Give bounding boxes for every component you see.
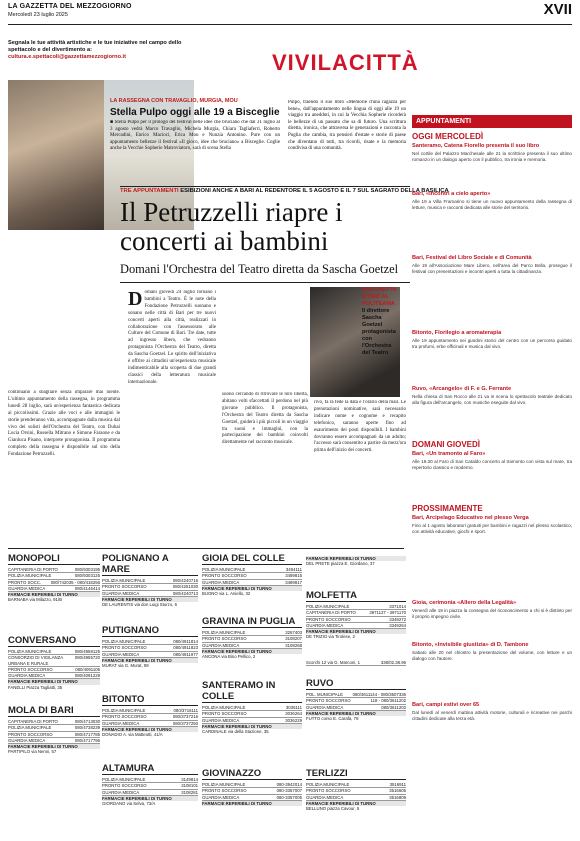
contact-label: POLIZIA MUNICIPALE xyxy=(102,639,146,644)
contact-label: PRONTO SOCCORSO xyxy=(102,714,147,720)
contact-phone: 118 - 080/3611202 xyxy=(370,698,406,704)
caption-line: con xyxy=(362,336,372,342)
duty-pharmacy: MURAT via G. Murat, 99 xyxy=(102,663,149,668)
event-body: Alle 19 a Villa Framarino si tiene un nuovo appuntamento della rassegna di letture, musica e racconti dedicata alle storie del territorio. xyxy=(412,199,572,210)
box-text-col1: ■ Stella Pulpo per il prologo del festival delle idee che bruciano che dal 31 luglio al 3 agosto vedrà Marco Travaglio, Michela Murgia, Chiara Tagliaferri, Roberto Mercadini, Enrico Macioci, Erica Mou e Nunzia Antonino. Pure con un appuntamento bellezze il festival «Il gioco, idee che bruciano» a Bisceglie. Coglie anche la Vecchie Sopherie Matroviatoro, sarà di scena Stella xyxy=(110,120,280,152)
event-body: Fino al 1 agosto laboratori gratuiti per bambini e ragazzi nel plesso scolastico, con attività educative, giochi e sport. xyxy=(412,523,572,534)
event-title: Gioia, cerimonia «Allero della Legalità» xyxy=(412,600,517,606)
contact-label: GUARDIA MEDICA xyxy=(8,585,46,591)
article-col-1: continuano a sbagliare senza imparare mai niente. L'ultimo appuntamento della rassegna, in programma lunedì 28 luglio, sarà un'esperienza fantastica dedicata ai piccolissimi. Grazie alle voci e alle immagini le storie prenderanno vita, accompagnate dalla musica dal vivo dei solisti dell'Orchestra del Teatro, con Dubai Lucia Orsini, Rossella Mitrano e Simone Faraone e da Gianluca Pisano, interprete protagonista. Il programma completo della rassegna è disponibile sul sito della Fondazione Petruzzelli. xyxy=(8,390,120,458)
drop-cap: D xyxy=(128,290,143,310)
duty-pharmacy: BUONO via L. Aniello, 32 xyxy=(202,591,251,596)
contact-phone: 3108281 xyxy=(181,789,198,795)
duty-pharmacy: ANCONA via Bino Pellico, 2 xyxy=(202,654,256,659)
contact-phone: 080/9303125 xyxy=(74,573,100,579)
contact-phone: 080/4240716 xyxy=(172,578,198,583)
event-title: Bari, campi estivi over 65 xyxy=(412,702,480,708)
city-name: BITONTO xyxy=(102,694,198,706)
event-title: Bari, Festival del Libro Sociale e di Comunità xyxy=(412,255,532,261)
pharmacy-block xyxy=(102,763,198,806)
event-body: Alle 19.30 al Faro di San Cataldo concerto al tramonto con vista sul mare, tra repertorio classico e moderno. xyxy=(412,459,572,470)
contact-label: CAPITANERIA DI PORTO xyxy=(306,610,356,616)
contact-label: CAPITANERIA DI PORTO xyxy=(8,567,58,572)
contact-phone: 3349272 xyxy=(389,616,406,622)
contact-label: PRONTO SOCCORSO xyxy=(306,616,351,622)
pharmacy-block xyxy=(202,616,302,659)
duty-heading: FARMACIE REPERIBILI DI TURNO xyxy=(306,629,406,634)
page-header xyxy=(0,0,580,24)
article-col-2 xyxy=(128,290,216,540)
contact-row xyxy=(306,660,406,666)
duty-heading: FARMACIE REPERIBILI DI TURNO xyxy=(102,796,198,801)
pharmacy-block xyxy=(306,678,406,721)
duty-pharmacy: FUTTO corso E. Carafa, 78 xyxy=(306,716,359,721)
contact-label: POLIZIA MUNICIPALE xyxy=(202,567,246,572)
listings-rule xyxy=(8,548,404,549)
city-name: POLIGNANO A MARE xyxy=(102,553,198,576)
contact-phone: 080/4911814 xyxy=(173,639,198,644)
caption-line: Sascha xyxy=(362,315,382,321)
contact-phone: 080/4240713 xyxy=(172,590,198,596)
contact-phone: 080/4717796 xyxy=(74,737,100,743)
contact-phone: 3516605 xyxy=(389,788,406,794)
event-title: Bari, «Un tramonto al Faro» xyxy=(412,451,486,457)
city-name: GIOIA DEL COLLE xyxy=(202,553,302,565)
contact-label: PRONTO SOCCORSO xyxy=(102,783,147,789)
event-body: Sabato alle 20 nel chiostro la presentazione del volume, con letture e un dialogo con l'autore. xyxy=(412,650,572,661)
contact-phone: 080/4911977 xyxy=(173,651,198,657)
duty-pharmacy: DONADIO A. via Matteotti, 41/A xyxy=(102,732,163,737)
contact-phone: 080/4091229 xyxy=(74,673,100,678)
event-body: Venerdì alle 19 in piazza la consegna del riconoscimento a chi si è distinto per il proprio impegno civile. xyxy=(412,608,572,619)
heading-today: OGGI MERCOLEDÌ xyxy=(412,132,484,141)
contact-label: PRONTO SOCCORSO xyxy=(102,584,147,590)
contact-label: PRONTO SOCC. xyxy=(8,579,42,585)
city-name: MOLFETTA xyxy=(306,590,406,602)
event-title: Bari, Arcipelago Educativo nel plesso Verga xyxy=(412,515,529,521)
caption-line: BACCHETTA xyxy=(362,287,397,293)
contact-phone: 080/3737216 xyxy=(172,714,198,720)
issue-date: Mercoledì 23 luglio 2025 xyxy=(8,12,68,18)
publication-name: LA GAZZETTA DEL MEZZOGIORNO xyxy=(8,3,132,10)
contact-phone: 080/4251030 xyxy=(172,584,198,590)
contact-phone: 3267403 xyxy=(285,630,302,635)
contact-phone: 3489817 xyxy=(285,579,302,585)
contact-phone: 080/4955720 xyxy=(74,655,100,661)
contact-phone: 080/4738239 xyxy=(74,725,100,731)
contact-label: POL. MUNICIPALE xyxy=(306,692,343,697)
pharmacy-block xyxy=(102,625,198,668)
promo-email-link[interactable]: cultura.e.spettacoli@gazzettamezzogiorno.it xyxy=(8,54,126,61)
contact-label: GUARDIA MEDICA xyxy=(102,789,140,795)
city-name: RUVO xyxy=(306,678,406,690)
contact-phone: 3036264 xyxy=(285,711,302,717)
contact-phone: 3489815 xyxy=(285,573,302,579)
contact-phone: 3108207 xyxy=(285,636,302,642)
contact-phone: 080-3357007 xyxy=(276,788,302,794)
contact-phone: 080/742035 - 080/418256 xyxy=(50,579,100,585)
contact-label: Scorchi 12 via G. Marconi, 1 xyxy=(306,660,360,665)
caption-line: protagonista xyxy=(362,329,396,335)
contact-label: GUARDIA MEDICA xyxy=(8,737,46,743)
contact-phone: 3971127 - 3971170 xyxy=(369,610,406,616)
contact-label: GUARDIA MEDICA xyxy=(8,673,46,678)
contact-label: POLIZIA MUNICIPALE xyxy=(8,649,52,654)
contact-label: GUARDIA MEDICA xyxy=(202,717,240,723)
heading-tomorrow: DOMANI GIOVEDÌ xyxy=(412,440,481,449)
contact-label: GUARDIA MEDICA xyxy=(306,622,344,628)
box-title: Stella Pulpo oggi alle 19 a Bisceglie xyxy=(110,107,280,118)
contact-label: PRONTO SOCCORSO xyxy=(202,788,247,794)
duty-heading: FARMACIE REPERIBILI DI TURNO xyxy=(102,727,198,732)
contact-label: GUARDIA MEDICA xyxy=(306,794,344,800)
duty-pharmacy: BARNABA via Milazzo, 91/B xyxy=(8,597,62,603)
contact-label: PRONTO SOCCORSO xyxy=(102,645,147,651)
contact-phone: 3036229 xyxy=(285,717,302,723)
duty-pharmacy: GIORDANO via Selva, 73/A xyxy=(102,801,156,806)
pharmacy-block xyxy=(202,553,302,596)
promo-box xyxy=(8,40,208,62)
event-title: Ruvo, «Arcangelo» di F. e G. Ferrante xyxy=(412,386,512,392)
contact-label: PRONTO SOCCORSO xyxy=(202,573,247,579)
contact-phone: 3108268 xyxy=(285,642,302,648)
duty-heading: FARMACIE REPERIBILI DI TURNO xyxy=(202,586,302,591)
contact-phone: 080/4958125 xyxy=(74,649,100,654)
contact-label: GUARDIA MEDICA xyxy=(306,704,344,710)
contact-label: CAPITANERIA DI PORTO xyxy=(8,719,58,724)
heading-soon: PROSSIMAMENTE xyxy=(412,504,483,513)
duty-pharmacy: DEL PRETE piazza E. Giordano, 37 xyxy=(306,561,375,567)
pharmacy-block xyxy=(102,553,198,607)
contact-phone: 080/3611144 - 080/3507336 xyxy=(352,692,406,697)
city-name: PUTIGNANO xyxy=(102,625,198,637)
duty-heading: FARMACIE REPERIBILI DI TURNO xyxy=(202,649,302,654)
section-logo: VIVILACITTÀ xyxy=(272,50,419,75)
contact-label: CONSORZIO DI VIGILANZA URBANA E RURALE xyxy=(8,655,63,666)
event-title: Santeramo, Catena Fiorello presenta il suo libro xyxy=(412,143,540,149)
kicker-tag: TRE APPUNTAMENTI xyxy=(120,188,179,194)
pharmacy-block xyxy=(8,635,100,690)
contact-label: POLIZIA MUNICIPALE xyxy=(202,705,246,710)
contact-label: GUARDIA MEDICA xyxy=(202,642,240,648)
contact-phone: 3494111 xyxy=(285,567,302,572)
article-subhead: Domani l'Orchestra del Teatro diretta da Sascha Goetzel xyxy=(120,262,399,276)
contact-row xyxy=(8,655,100,667)
contact-label: POLIZIA MUNICIPALE xyxy=(306,604,350,609)
contact-phone: 080/4911823 xyxy=(173,645,198,651)
contact-label: POLIZIA MUNICIPALE xyxy=(202,782,246,787)
contact-label: POLIZIA MUNICIPALE xyxy=(102,708,146,713)
header-rule xyxy=(8,24,572,25)
contact-label: PRONTO SOCCORSO xyxy=(202,711,247,717)
duty-heading: FARMACIE REPERIBILI DI TURNO xyxy=(202,724,302,729)
contact-label: POLIZIA MUNICIPALE xyxy=(102,578,146,583)
event-body: Dal lunedì al venerdì mattina attività motorie, culturali e ricreative nei parchi cittadini dedicate alla terza età. xyxy=(412,710,572,721)
contact-label: PRONTO SOCCORSO xyxy=(306,788,351,794)
box-kicker: LA RASSEGNA CON TRAVAGLIO, MURGIA, MOU xyxy=(110,98,238,104)
contact-label: GUARDIA MEDICA xyxy=(102,590,140,596)
duty-pharmacy: PARTIPILO via Nenni, 57 xyxy=(8,749,57,755)
contact-phone: 3349264 xyxy=(389,622,406,628)
photo-caption xyxy=(362,287,396,357)
caption-line: Il direttore xyxy=(362,308,390,314)
contact-label: POLIZIA MUNICIPALE xyxy=(8,573,52,579)
contact-phone: 3149814 xyxy=(181,777,198,782)
duty-heading: FARMACIE REPERIBILI DI TURNO xyxy=(102,597,198,602)
caption-line: Goetzel xyxy=(362,322,383,328)
city-name: GRAVINA IN PUGLIA xyxy=(202,616,302,628)
contact-phone: 080/4146414 xyxy=(74,585,100,591)
contact-label: GUARDIA MEDICA xyxy=(102,651,140,657)
contact-phone: 080-3357005 xyxy=(276,794,302,800)
article-col-3: suono cercando di ritrovare le loro libertà, abitano volti sfaccettati il perdono nel più giovane pubblico. Il protagonista, l'Orchestra del Teatro diretta da Sascha Goetzel, guiderà i più piccoli in un viaggio tra suoni e immagini, con la partecipazione dei bambini coinvolti direttamente nel racconto musicale. xyxy=(222,392,308,446)
event-body: Nella chiesa di San Rocco alle 21 va in scena lo spettacolo teatrale dedicato alla figura dell'arcangelo, con musiche eseguite dal vivo. xyxy=(412,394,572,405)
contact-phone: 080/3611202 xyxy=(381,704,406,710)
kicker-text: ESIBIZIONI ANCHE A BARI AL REDENTORE IL 5 AGOSTO E IL 7 SUL SAGRATO DELLA BASILICA xyxy=(180,188,449,194)
duty-heading: FARMACIE REPERIBILI DI TURNO xyxy=(202,801,302,806)
event-body: Alle 19 all'Associazione Mare Libero, nell'area del Parco Bella, prosegue il festival con presentazioni e incontri aperti a tutta la cittadinanza. xyxy=(412,263,572,274)
duty-heading: FARMACIE REPERIBILI DI TURNO xyxy=(8,592,100,597)
pharmacy-block xyxy=(306,590,406,640)
contact-label: PRONTO SOCCORSO xyxy=(8,666,53,672)
box-text-col2: Pulpo, traendo il suo libro «Memorie d'una ragazza per bene», dall'appuntamento nelle lingua di oggi alle 19 un viaggio tra aneddoti, in cui la Vecchia Sopherie ricorderà le bellezze di un passato che sa di futuro. Una scrittura diretta, ironica, che attraversa le generazioni e racconta la Puglia che cambia, tra pensieri d'estate e storie di paese che diventano di tutti, tra ricordi, risate e la memoria condivisa di una comunità. xyxy=(288,100,406,152)
contact-phone: 3371014 xyxy=(389,604,406,609)
article-col-2-text: omani giovedì 24 luglio tornano i bambini a Teatro. È le note della Fondazione Petruzzelli suonano e sonano nelle città di Bari per tre nuovi concerti aperti alla città, realizzati in collaborazione con l'assessorato alle Culture del Comune di Bari. Tre date, tutte ad ingresso libero, che vedranno protagonista l'Orchestra del Teatro, diretta da Sascha Goetzel. Lo spirito dell'iniziativa è offrire ai cittadini un'esperienza musicale indimenticabile alla scoperta di due grandi classici della letteratura musicale internazionale. xyxy=(128,290,216,385)
city-name: GIOVINAZZO xyxy=(202,768,302,780)
city-name: MONOPOLI xyxy=(8,553,100,565)
contact-phone: 080/4091106 xyxy=(75,666,100,672)
contact-label: POLIZIA MUNICIPALE xyxy=(306,782,350,787)
city-name: ALTAMURA xyxy=(102,763,198,775)
contact-label: PRONTO SOCCORSO xyxy=(202,636,247,642)
contact-label: GUARDIA MEDICA xyxy=(202,579,240,585)
city-name: SANTERAMO IN COLLE xyxy=(202,680,302,703)
contact-label: PRONTO SOCCORSO xyxy=(306,698,351,704)
article-headline: Il Petruzzelli riapre i concerti ai bambini xyxy=(120,197,343,256)
contact-label: POLIZIA MUNICIPALE xyxy=(202,630,246,635)
extra-pharmacy-block xyxy=(306,556,406,567)
contact-phone: 338/02.38.96 xyxy=(380,660,406,665)
promo-text: Segnala le tue attività artistiche e le tue iniziative nel campo dello spettacolo e del divertimento a: xyxy=(8,40,182,54)
event-title: Bitonto, «Invisibile giustizia» di D. Tambone xyxy=(412,642,529,648)
contact-phone: 080-3942014 xyxy=(276,782,302,787)
caption-line: POLITEAMA xyxy=(362,301,395,307)
duty-heading: FARMACIE REPERIBILI DI TURNO xyxy=(8,679,100,684)
city-name: MOLA DI BARI xyxy=(8,705,100,717)
event-body: Nel cortile del Palazzo Marchesale alle 21 la scrittrice presenta il suo ultimo romanzo in un dialogo aperto con il pubblico, tra ironia e memoria. xyxy=(412,151,572,162)
subhead-rule xyxy=(120,282,410,283)
duty-pharmacy: FANELLI Piazza Tagliatti, 35 xyxy=(8,684,63,690)
pharmacy-block xyxy=(8,705,100,755)
duty-pharmacy: CARDINALE via della Stazione, 35 xyxy=(202,729,269,734)
contact-phone: 080/3737250 xyxy=(172,720,198,726)
duty-heading: FARMACIE REPERIBILI DI TURNO xyxy=(306,556,406,561)
duty-heading: FARMACIE REPERIBILI DI TURNO xyxy=(102,658,198,663)
duty-pharmacy: DE LAURENTIS via don Luigi Sturzo, 6 xyxy=(102,602,177,607)
contact-label: GUARDIA MEDICA xyxy=(102,720,140,726)
pharmacy-block xyxy=(306,768,406,811)
contact-label: POLIZIA MUNICIPALE xyxy=(102,777,146,782)
duty-pharmacy: DE TRIZIO via Tirolese, 2 xyxy=(306,634,355,640)
pharmacy-block xyxy=(202,768,302,806)
stella-pulpo-photo xyxy=(8,80,104,230)
pharmacy-block xyxy=(202,680,302,734)
duty-pharmacy: BELLUNO piazza Cavour, 5 xyxy=(306,806,360,811)
caption-line: del Teatro xyxy=(362,350,389,356)
contact-phone: 3516911 xyxy=(389,782,406,787)
contact-phone: 3516809 xyxy=(389,794,406,800)
contact-phone: 080/4717785 xyxy=(74,731,100,737)
contact-phone: 080/9303195 xyxy=(74,567,100,572)
contact-phone: 080/3716111 xyxy=(173,708,198,713)
event-title: Bitonto, Florilegio a aromaterapia xyxy=(412,330,502,336)
contact-phone: 3108101 xyxy=(181,783,198,789)
caption-line: l'Orchestra xyxy=(362,343,392,349)
caption-line: D'ORO AL xyxy=(362,294,389,300)
page-number: XVII xyxy=(543,1,572,18)
contact-label: PRONTO SOCCORSO xyxy=(8,731,53,737)
contact-phone: 3036111 xyxy=(285,705,302,710)
duty-heading: FARMACIE REPERIBILI DI TURNO xyxy=(306,801,406,806)
contact-label: GUARDIA MEDICA xyxy=(202,794,240,800)
article-kicker xyxy=(120,188,449,194)
pharmacy-block xyxy=(102,694,198,737)
kicker-rule xyxy=(120,186,410,187)
duty-heading: FARMACIE REPERIBILI DI TURNO xyxy=(8,744,100,749)
ruvo-extra-row xyxy=(306,660,406,666)
contact-label: POLIZIA MUNICIPALE xyxy=(8,725,52,731)
article-col-4: rivo, fa rà fede la data e l'orario della mail. Le prenotazioni nominative, sarà necessario indicare nome e cognome e recapito telefonico, saranno aperte fino ad esaurimento dei posti disponibili. I bambini dovranno essere accompagnati da un adulto; l'accesso sarà consentito a partire da mezz'ora prima dell'inizio dei concerti. xyxy=(314,400,406,454)
appuntamenti-bar: APPUNTAMENTI xyxy=(412,115,572,128)
contact-phone: 080/4713030 xyxy=(74,719,100,724)
city-name: TERLIZZI xyxy=(306,768,406,780)
event-title: Bari, «Incontri a cielo aperto» xyxy=(412,191,491,197)
event-body: Alle 19 appuntamento nei giardini storici del centro con un percorso guidato tra profumi, erbe officinali e musica dal vivo. xyxy=(412,338,572,349)
duty-heading: FARMACIE REPERIBILI DI TURNO xyxy=(306,711,406,716)
city-name: CONVERSANO xyxy=(8,635,100,647)
pharmacy-block xyxy=(8,553,100,603)
